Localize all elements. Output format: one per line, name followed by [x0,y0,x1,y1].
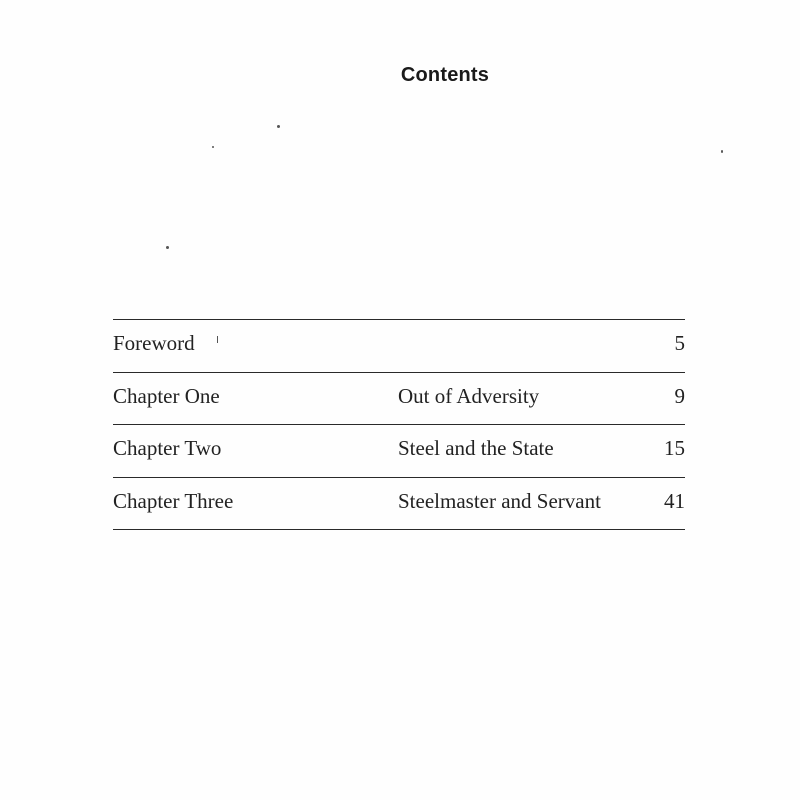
toc-entry-label: Chapter One [113,383,220,408]
toc-entry-title: Steelmaster and Servant [398,488,601,513]
scan-speck [721,150,723,153]
toc-entry-page: 9 [674,383,685,408]
toc-entry-label: Foreword [113,331,195,355]
page-title: Contents [400,64,490,86]
toc-entry-title: Out of Adversity [398,383,540,408]
toc-row-chapter-two [113,425,685,478]
toc-entry-page: 41 [664,488,685,513]
toc-row-chapter-one [113,373,685,426]
scan-speck [212,146,214,148]
toc-entry-page: 15 [664,436,685,460]
table-of-contents [113,319,685,530]
scan-speck [166,246,169,249]
scan-speck [277,125,280,128]
toc-row-foreword [113,320,685,373]
toc-entry-title: Steel and the State [398,436,554,460]
toc-entry-page: 5 [674,331,685,355]
toc-entry-label: Chapter Two [113,436,222,460]
toc-row-chapter-three [113,478,685,531]
toc-entry-label: Chapter Three [113,488,234,513]
